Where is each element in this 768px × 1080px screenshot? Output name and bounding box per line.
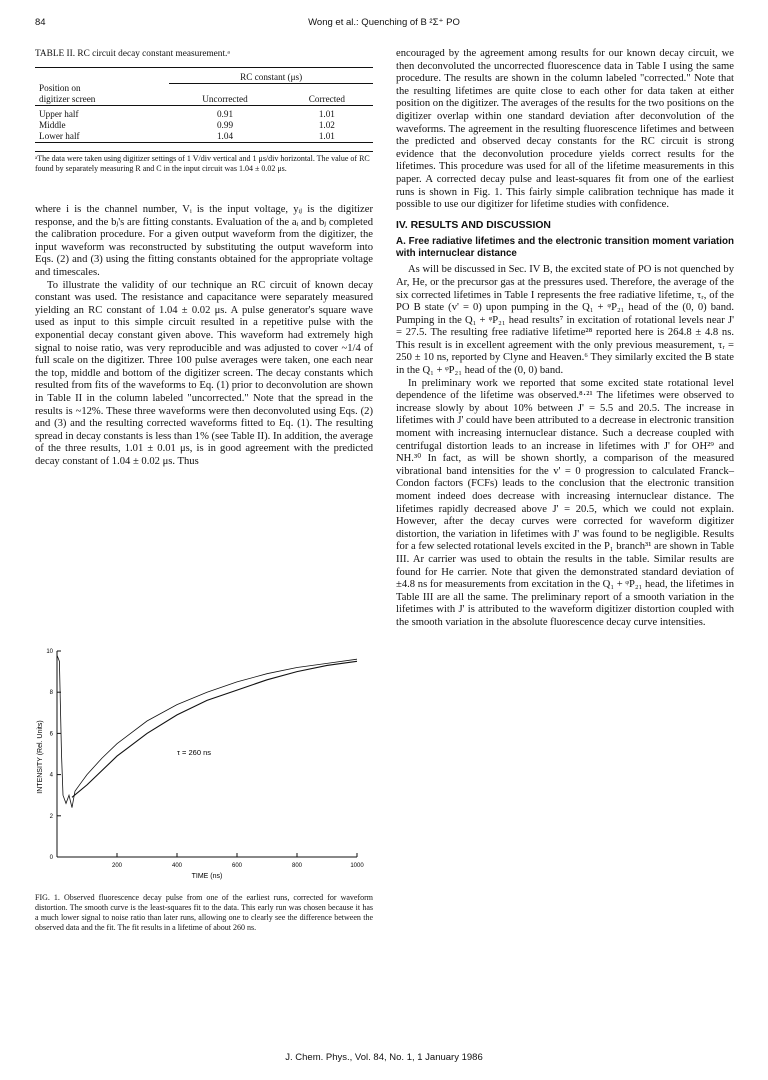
table-footnote: ᵃThe data were taken using digitizer settings of 1 V/div vertical and 1 μs/div horizontal. The value of RC found by separately measuring R and C in the input circuit was 1.04 ± 0.02 μs. [35, 151, 373, 174]
table-col-corrected: Corrected [308, 94, 345, 105]
running-head: Wong et al.: Quenching of B ²Σ⁺ PO [308, 17, 460, 28]
right-column [396, 48, 734, 630]
body-paragraph: where i is the channel number, Vᵢ is the input voltage, yᵢⱼ is the digitizer response, and the bⱼ's are fitting constants. Evaluation of the aᵢ and bⱼ completed the calibration procedure. For a given output waveform from the digitizer, the input waveform was reconstructed by substituting the output waveform into Eqs. (2) and (3) using the fitting constants obtained for the appropriate voltage and timescales. [35, 204, 373, 279]
table-cell: 1.01 [318, 109, 335, 120]
table-row [35, 120, 373, 131]
subsection-heading: A. Free radiative lifetimes and the electronic transition moment variation with internuclear distance [396, 236, 734, 260]
table-cell: 0.91 [216, 109, 234, 120]
y-tick-label: 8 [49, 690, 53, 697]
body-paragraph: encouraged by the agreement among results for our known decay circuit, we then deconvoluted the uncorrected fluorescence data in Table I using the same procedure. The results are shown in the column labeled "corrected." Note that the resulting lifetimes are quite close to each other for data taken at either position on the digitizer. The averages of the results for the two positions on the digitizer overlap within one standard deviation after deconvolution of the waveforms. The agreement in the resulting fluorescence lifetimes and between the predicted and observed decay constants for the RC circuit is strong evidence that the deconvolution procedure yields correct results for the lifetimes. This procedure was used for all of the lifetime measurements in this paper. A corrected decay pulse and least-squares fit from one of the earliest runs is shown in Fig. 1. This fairly simple calibration technique has made it possible to use our digitizer for lifetime studies with confidence. [396, 48, 734, 211]
y-tick-label: 6 [49, 731, 53, 738]
table-row-header-1: Position on [39, 83, 81, 94]
table-group-header: RC constant (μs) [169, 72, 373, 84]
lifetime-annotation: τ = 260 ns [177, 748, 212, 757]
x-tick-label: 400 [171, 863, 183, 869]
y-tick-label: 10 [46, 649, 53, 655]
table-cell: 1.02 [318, 120, 335, 131]
y-tick-label: 2 [49, 813, 53, 820]
table-rc-circuit [35, 67, 373, 144]
section-heading: IV. RESULTS AND DISCUSSION [396, 219, 551, 231]
table-caption: TABLE II. RC circuit decay constant measurement.ᵃ [35, 49, 230, 59]
table-row [35, 131, 373, 143]
y-tick-label: 0 [49, 855, 53, 861]
x-tick-label: 200 [111, 863, 123, 869]
x-axis-label: TIME (ns) [191, 873, 223, 880]
left-column [35, 48, 373, 469]
table-row-header-2: digitizer screen [39, 94, 96, 105]
x-tick-label: 600 [231, 863, 243, 869]
table-cell: 1.01 [318, 131, 335, 142]
y-tick-label: 4 [49, 772, 53, 779]
decay-chart [35, 645, 373, 890]
y-axis-label: INTENSITY (Rel. Units) [37, 720, 44, 794]
page-header [35, 17, 733, 33]
figure-caption: FIG. 1. Observed fluorescence decay pulse from one of the earliest runs, corrected for waveform distortion. The smooth curve is the least-squares fit to the data. This early run was chosen because it has a much lower signal to noise ratio than later runs, allowing one to clearly see the difference between the observed data and the fit. The fit results in a lifetime of about 260 ns. [35, 893, 373, 932]
body-paragraph: As will be discussed in Sec. IV B, the excited state of PO is not quenched by Ar, He, or the precursor gas at the pressures used. Therefore, the average of the six corrected lifetimes in Table I represents the free radiative lifetime, τᵣ, of the PO B state (v' = 0) upon pumping in the Q₁ + ᵠP₂₁ head of the (0, 0) band. Pumping in the Q₁ + ᵠP₂₁ head results⁷ in excitation of rotational levels near J' = 27.5. The resulting free radiative lifetime²⁸ reported here is 264.8 ± 4.8 ns. This result is in excellent agreement with the only previous measurement, τᵣ = 250 ± 10 ns, reported by Clyne and Heaven.⁶ They similarly excited the B state in the Q₁ + ᵠP₂₁ head of the (0, 0) band. [396, 264, 734, 377]
table-cell: 0.99 [216, 120, 234, 131]
table-cell: Middle [39, 120, 66, 131]
fit-curve-line [72, 661, 357, 797]
table-row [35, 109, 373, 120]
table-cell: 1.04 [216, 131, 234, 142]
table-cell: Upper half [39, 109, 79, 120]
figure-1 [35, 645, 373, 890]
page-footer: J. Chem. Phys., Vol. 84, No. 1, 1 January 1986 [285, 1052, 483, 1063]
page-number: 84 [35, 17, 46, 28]
body-paragraph: In preliminary work we reported that some excited state rotational level dependence of the lifetime was observed.⁸·²¹ The lifetimes were observed to increase slowly by about 10% between J' = 5.5 and 20.5. The increase in lifetimes with J' could have been attributed to a decrease in electronic transition moment with increasing internuclear distance. Such a decrease coupled with centrifugal distortion leads to an increase in lifetimes with J' for OH²⁹ and NH.³⁰ In fact, as will be shown shortly, a comparison of the measured vibrational band intensities for the v' = 0 progression to calculated Franck–Condon factors (FCFs) leads to the conclusion that the electronic transition moment indeed does decrease with increasing internuclear distance. The lifetimes rapidly decreased above J' = 20.5, which we could not explain. However, after the decay curves were corrected for waveform digitizer distortion, the variation in lifetimes with J' was found to be negligible. Results for a few selected rotational levels excited in the P₁ branch³¹ are shown in Table III. Ar carrier was used to obtain the results in the table. Similar results are found for He carrier. Note that given the demonstrated standard deviation of ±4.8 ns for measurements from excitation in the Q₁ + ᵠP₂₁ head, the lifetimes in Table III are all the same. The preliminary report of a smooth variation in the lifetimes with J' is attributed to the waveform digitizer distortion coupled with the smooth variation in the absolute fluorescence decay curve intensities. [396, 377, 734, 628]
body-paragraph: To illustrate the validity of our technique an RC circuit of known decay constant was used. The resistance and capacitance were separately measured yielding an RC constant of 1.04 ± 0.02 μs. A pulse generator's square wave used as input to this simple circuit resulted in a repetitive pulse with the exponential decay constant given above. This waveform had extremely high signal to noise ratio, was very reproducible and was adjusted to cover ~1/4 of full scale on the digitizer. Three 100 pulse averages were taken, one each near the top, middle and bottom of the digitizer screen. The decay constants which resulted from fits of the waveforms to Eq. (1) prior to deconvolution are shown in Table II in the column labeled "uncorrected." Note that the spread in the results is ~12%. These three waveforms were then deconvoluted using Eqs. (2) and (3) and the resulting corrected waveforms fitted to Eq. (1). The resulting spread in decay constants is less than 1% (see Table II). In addition, the average of the three results, 1.01 ± 0.01 μs, is in good agreement with the predicted decay constant of 1.04 ± 0.02 μs. Thus [35, 279, 373, 467]
x-tick-label: 800 [291, 863, 303, 869]
table-col-uncorrected: Uncorrected [202, 94, 248, 105]
observed-decay-line [57, 655, 357, 808]
table-cell: Lower half [39, 131, 80, 142]
x-tick-label: 1000 [350, 863, 364, 869]
